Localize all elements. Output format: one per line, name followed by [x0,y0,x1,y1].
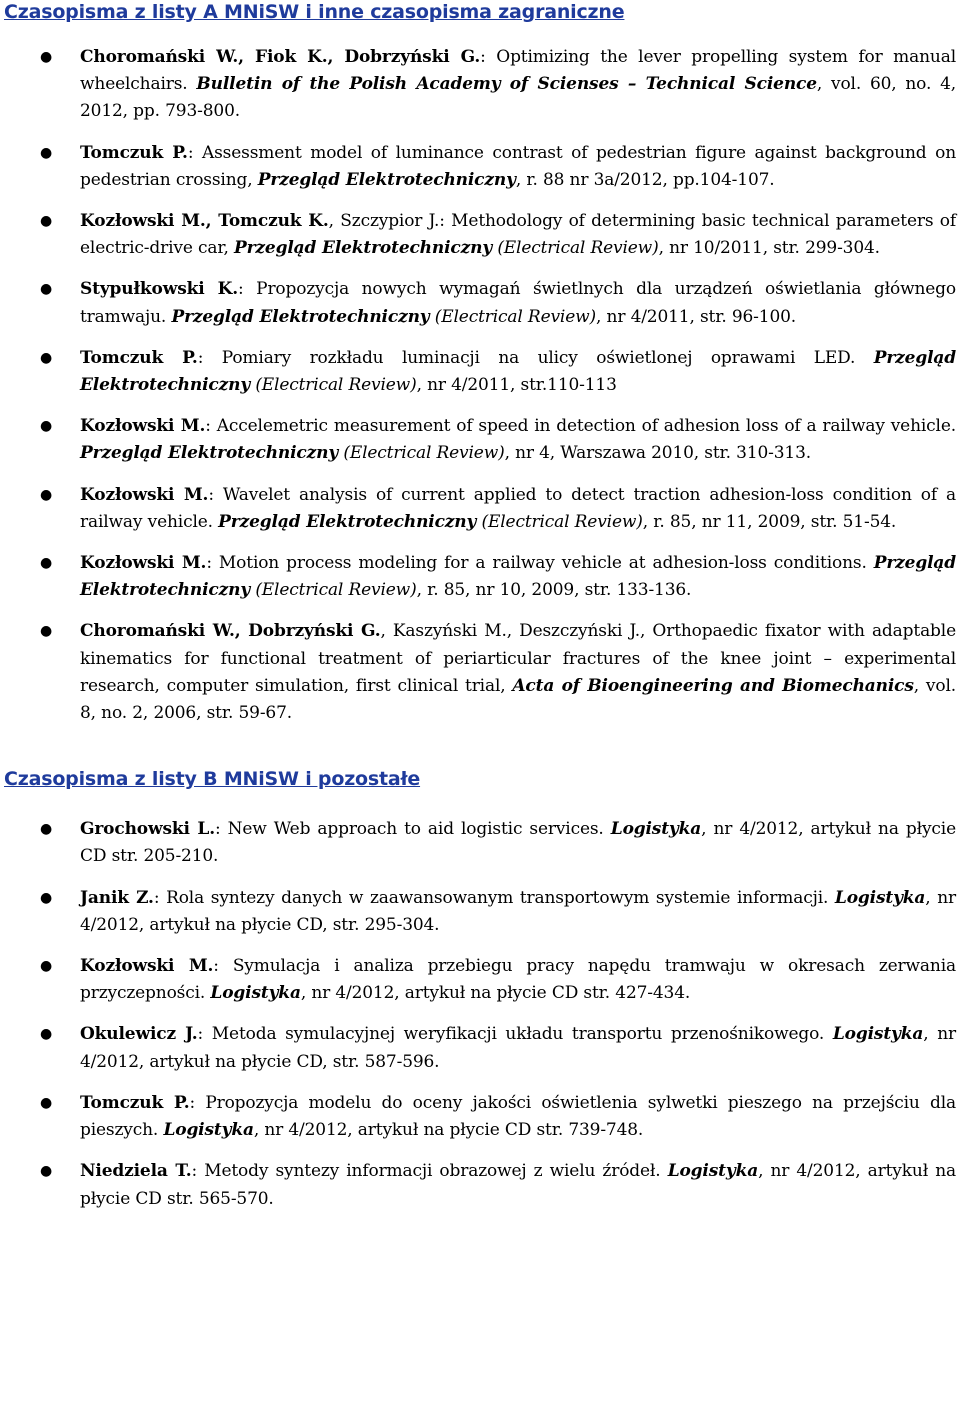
publication-entry [0,413,960,467]
entry-journal: Przegląd Elektrotechniczny [233,238,493,259]
entry-text: , vol. 60, no. 4, 2012, pp. 793-800. [80,74,956,122]
entry-authors: Kozłowski M. [80,484,209,505]
publication-entry [0,208,960,262]
entry-text: : Symulacja i analiza przebiegu pracy napędu tramwaju w okresach zerwania przyczepności. [80,956,956,1004]
bullet-icon: ● [40,889,53,906]
entry-authors: Choromański W., Fiok K., Dobrzyński G. [80,47,481,67]
entry-journal: Logistyka [834,887,926,908]
entry-authors: Niedziela T. [80,1161,192,1182]
bullet-icon: ● [40,623,53,640]
publication-entry [0,276,960,330]
entry-journal: Logistyka [210,983,301,1004]
publication-list-b [0,816,960,1212]
entry-authors: Kozłowski M., Tomczuk K. [80,211,329,232]
entry-journal: Przegląd Elektrotechniczny [80,347,956,396]
entry-journal-subtitle: (Electrical Review) [338,443,505,464]
entry-authors: Kozłowski M. [80,956,214,977]
entry-text: : Optimizing the lever propelling system for manual wheelchairs. [80,47,956,95]
bullet-icon: ● [40,821,53,838]
entry-text: , nr 4/2011, str. 96-100. [596,306,797,327]
bullet-icon: ● [40,1163,53,1180]
entry-text: , r. 85, nr 10, 2009, str. 133-136. [416,580,692,601]
publication-entry [0,44,960,126]
entry-text: , nr 4/2012, artykuł na płycie CD str. 205-210. [80,819,956,867]
bullet-icon: ● [40,418,53,435]
publication-list-a [0,44,960,727]
bullet-icon: ● [40,555,53,572]
entry-text: , nr 10/2011, str. 299-304. [658,238,880,259]
entry-journal: Logistyka [163,1120,254,1141]
publication-entry [0,1021,960,1075]
publication-entry [0,550,960,604]
entry-journal-subtitle: (Electrical Review) [429,306,597,327]
bullet-icon: ● [40,486,53,503]
entry-text: , nr 4/2012, artykuł na płycie CD str. 739-748. [253,1120,644,1141]
entry-text: , nr 4/2012, artykuł na płycie CD, str. 295-304. [80,887,956,935]
entry-journal: Logistyka [610,819,702,840]
entry-authors: Kozłowski M. [80,553,207,574]
publication-entry [0,1090,960,1144]
entry-text: , nr 4/2011, str.110-113 [416,375,617,396]
entry-journal: Przegląd Elektrotechniczny [171,306,430,327]
entry-text: , nr 4/2012, artykuł na płycie CD, str. 587-596. [80,1024,956,1072]
entry-journal: Acta of Bioengineering and Biomechanics [512,675,914,696]
entry-authors: Stypułkowski K. [80,279,239,300]
publication-entry [0,816,960,870]
bullet-icon: ● [40,349,53,366]
entry-text: : Propozycja nowych wymagań świetlnych dla urządzeń oświetlania głównego tramwaju. [80,279,956,327]
entry-text: , nr 4/2012, artykuł na płycie CD str. 565-570. [80,1161,956,1209]
publication-entry [0,140,960,194]
entry-text: , Kaszyński M., Deszczyński J., Orthopaedic fixator with adaptable kinematics for functional treatment of periarticular fractures of the knee joint – experimental research, computer simulation, first clinical trial, [80,621,956,696]
entry-authors: Tomczuk P. [80,142,188,163]
entry-journal: Bulletin of the Polish Academy of Scienses – Technical Science [196,74,817,95]
entry-journal: Logistyka [832,1024,924,1045]
entry-text: : Metody syntezy informacji obrazowej z wielu źródeł. [191,1161,668,1182]
bullet-icon: ● [40,49,53,65]
section-heading-list-b[interactable]: Czasopisma z listy B MNiSW i pozostałe [4,768,421,791]
bullet-icon: ● [40,281,53,298]
entry-journal: Przegląd Elektrotechniczny [80,443,339,464]
entry-journal: Przegląd Elektrotechniczny [80,553,956,601]
publication-entry [0,885,960,939]
entry-text: : Accelemetric measurement of speed in detection of adhesion loss of a railway vehicle. [205,416,956,437]
publication-entry [0,953,960,1007]
bullet-icon: ● [40,958,53,975]
entry-journal-subtitle: (Electrical Review) [250,580,417,601]
entry-text: , nr 4/2012, artykuł na płycie CD str. 427-434. [300,983,691,1004]
entry-journal: Logistyka [667,1161,759,1182]
entry-text: : Wavelet analysis of current applied to detect traction adhesion-loss condition of a railway vehicle. [80,484,956,532]
entry-text: : New Web approach to aid logistic services. [214,819,611,840]
entry-journal-subtitle: (Electrical Review) [250,375,417,396]
bullet-icon: ● [40,213,53,230]
entry-authors: Janik Z. [80,887,154,908]
entry-text: , nr 4, Warszawa 2010, str. 310-313. [504,443,812,464]
entry-text: : Metoda symulacyjnej weryfikacji układu transportu przenośnikowego. [197,1024,833,1045]
entry-authors: Kozłowski M. [80,416,206,437]
entry-text: : Rola syntezy danych w zaawansowanym transportowym systemie informacji. [153,887,835,908]
entry-authors: Tomczuk P. [80,1092,190,1113]
bullet-icon: ● [40,1026,53,1043]
entry-authors: Choromański W., Dobrzyński G. [80,621,381,642]
entry-journal-subtitle: (Electrical Review) [492,238,659,259]
entry-text: : Pomiary rozkładu luminacji na ulicy oświetlonej oprawami LED. [197,347,874,368]
publication-entry [0,345,960,399]
entry-authors: Tomczuk P. [80,347,198,368]
entry-text: : Assessment model of luminance contrast of pedestrian figure against background on pedestrian crossing, [80,142,956,190]
entry-text: : Motion process modeling for a railway vehicle at adhesion-loss conditions. [206,553,874,574]
section-heading-list-a[interactable]: Czasopisma z listy A MNiSW i inne czasopisma zagraniczne [4,1,625,23]
bullet-icon: ● [40,1094,53,1111]
entry-text: , vol. 8, no. 2, 2006, str. 59-67. [80,675,957,724]
entry-text: , r. 85, nr 11, 2009, str. 51-54. [642,511,897,532]
publication-entry [0,618,960,727]
entry-authors: Grochowski L. [80,819,215,840]
entry-journal: Przegląd Elektrotechniczny [218,511,477,532]
entry-journal: Przegląd Elektrotechniczny [257,169,516,190]
publication-entry [0,1158,960,1212]
entry-authors: Okulewicz J. [80,1024,198,1045]
entry-text: , Szczypior J.: Methodology of determining basic technical parameters of electric-drive car, [80,211,957,259]
entry-journal-subtitle: (Electrical Review) [476,511,643,532]
entry-text: , r. 88 nr 3a/2012, pp.104-107. [515,169,775,190]
entry-text: : Propozycja modelu do oceny jakości oświetlenia sylwetki pieszego na przejściu dla pieszych. [80,1092,956,1141]
bullet-icon: ● [40,144,53,161]
publication-entry [0,482,960,536]
